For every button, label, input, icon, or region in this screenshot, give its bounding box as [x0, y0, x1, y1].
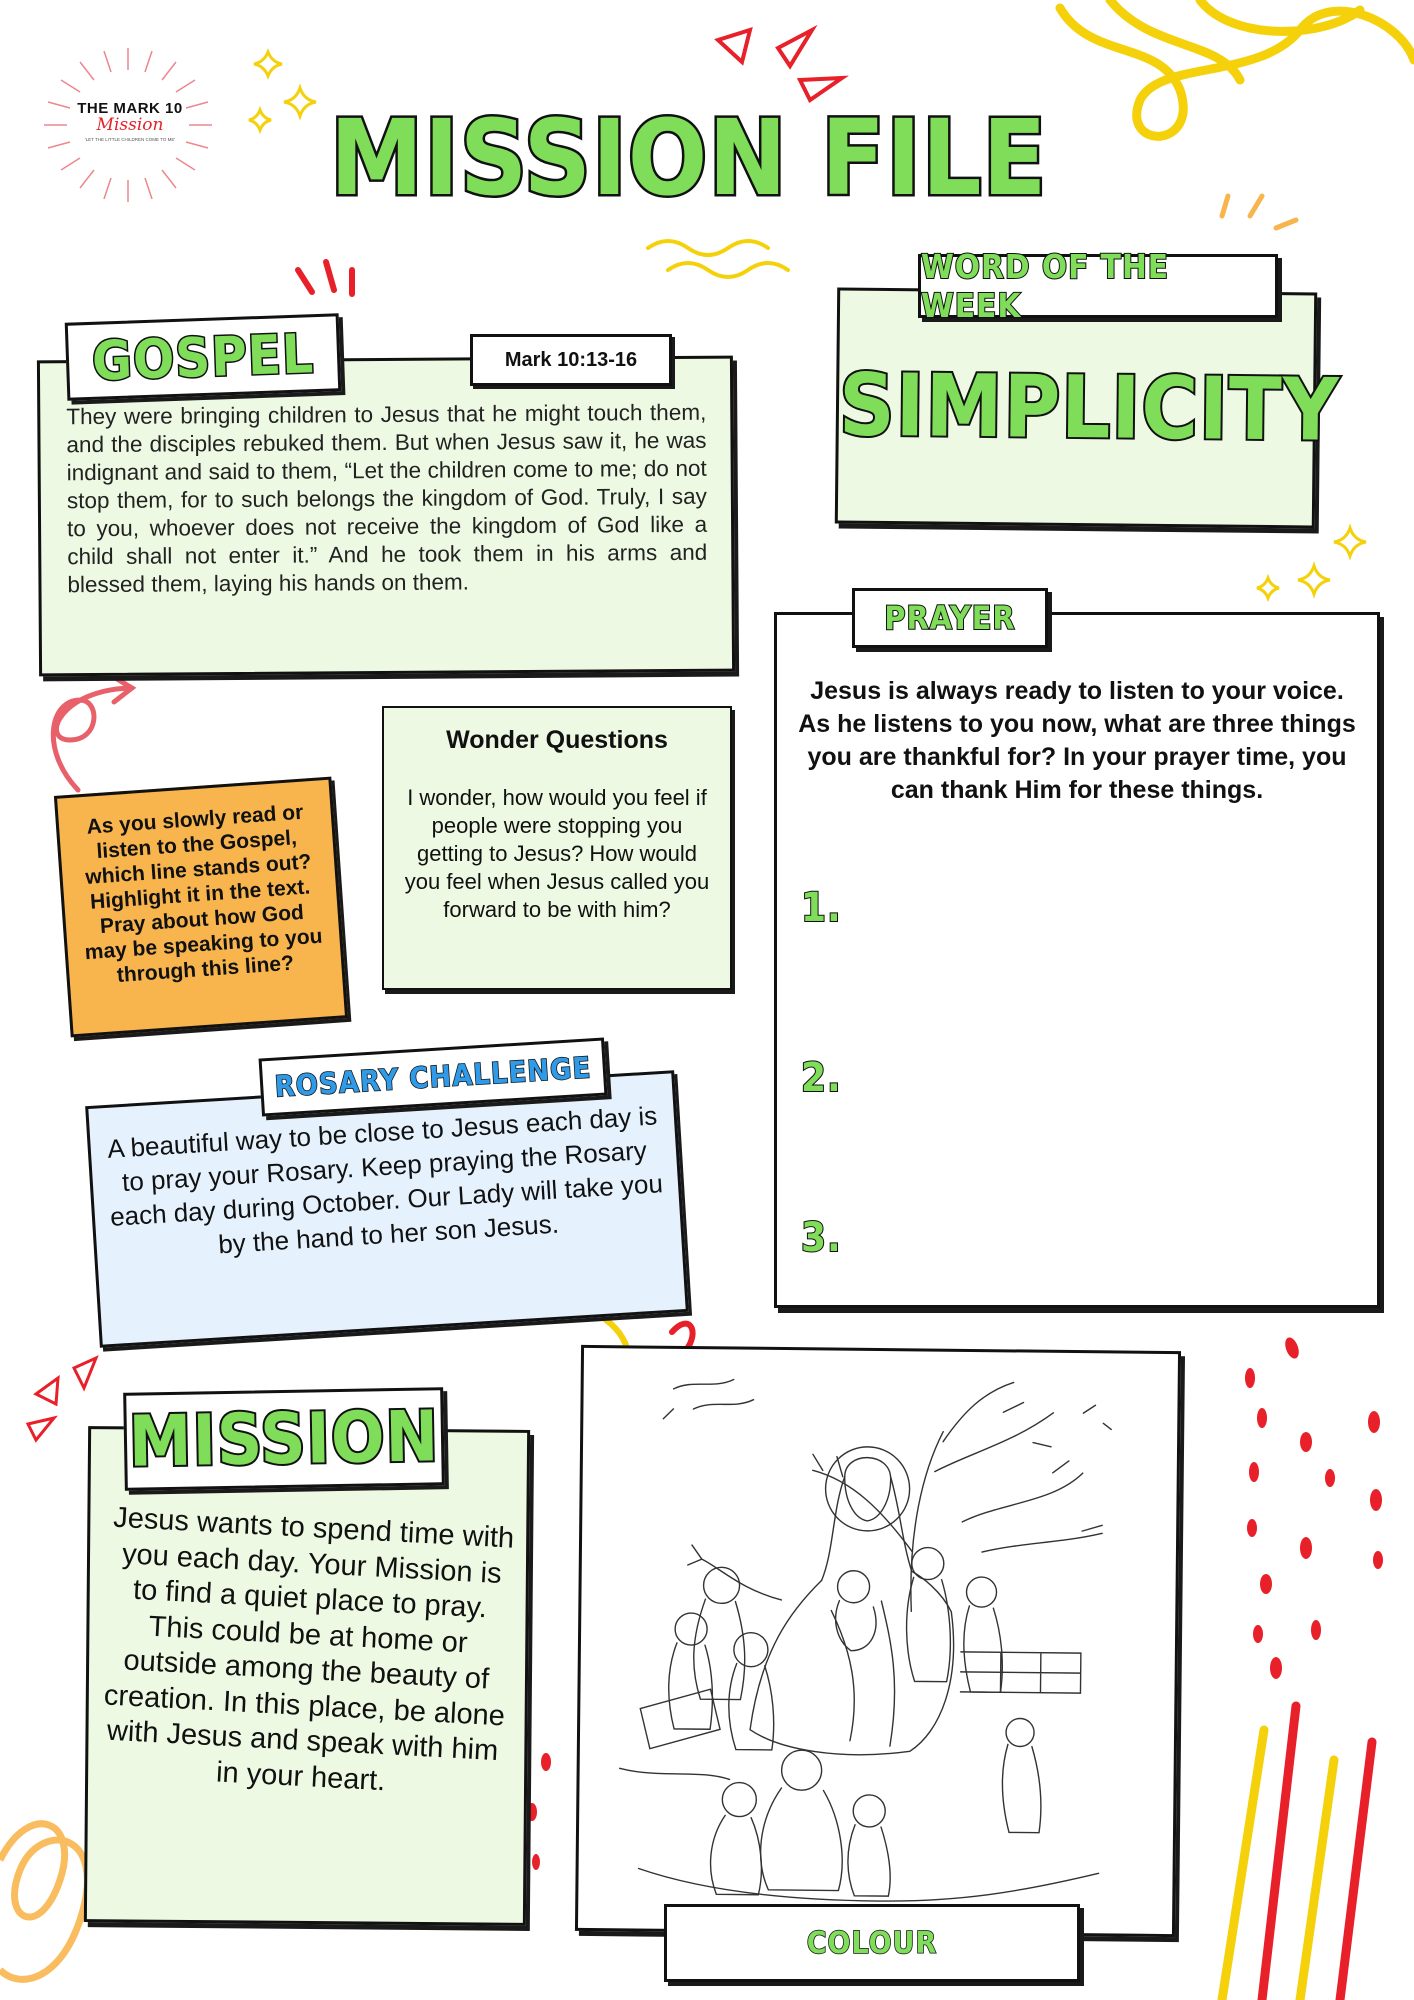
prayer-tab: [852, 588, 1048, 648]
gospel-reference: Mark 10:13-16: [504, 348, 638, 371]
logo: [60, 100, 200, 180]
word-of-week-tab: [918, 247, 1278, 325]
gospel-box: [37, 356, 735, 677]
rosary-text: A beautiful way to be close to Jesus each day is to pray your Rosary. Keep praying the Rosary each day during October. Our Lady will take you by the hand to her son Jesus.: [106, 1100, 664, 1260]
yellow-squiggle-icon: [1060, 0, 1414, 136]
orange-loop-icon: [0, 1824, 87, 1980]
prayer-text: Jesus is always ready to listen to your voice. As he listens to you now, what are three things you are thankful for? In your prayer time, you can thank Him for these things.: [798, 677, 1356, 804]
red-curly-arrow-icon: [53, 676, 132, 790]
logo-script: Mission: [96, 115, 164, 135]
word-of-week-heading: WORD OF THE WEEK: [921, 247, 1170, 325]
prayer-item-2: 2.: [801, 1055, 842, 1101]
yellow-wave-icon: [648, 241, 788, 277]
highlight-note: [54, 777, 348, 1038]
rosary-heading: ROSARY CHALLENGE: [273, 1050, 593, 1104]
red-dashes-icon: [298, 262, 352, 294]
prayer-box: [774, 612, 1380, 1308]
gospel-reference-tab: [470, 334, 672, 386]
highlight-note-text: As you slowly read or listen to the Gospel, which line stands out? Highlight it in the text. Pray about how God may be speaking to you through this line?: [84, 800, 324, 988]
logo-tagline: 'LET THE LITTLE CHILDREN COME TO ME': [84, 137, 176, 142]
orange-dashes-icon: [1222, 196, 1296, 228]
sparkle-icon: [1257, 528, 1366, 598]
mission-tab: [123, 1387, 445, 1491]
sparkle-icon: [249, 52, 316, 130]
jesus-with-children-illustration: [578, 1348, 1178, 1934]
wonder-box: [382, 706, 732, 990]
logo-title: THE MARK 10: [77, 100, 183, 117]
prayer-item-1: 1.: [801, 885, 842, 931]
mission-box: [84, 1426, 530, 1926]
gospel-text: They were bringing children to Jesus that he might touch them, and the disciples rebuked them. But when Jesus saw it, he was indignant and said to them, “Let the children come to me; do not stop them, for to such belongs the kingdom of God. Truly, I say to you, whoever does not receive the kingdom of God like a child shall not enter it.” And he took them in his arms and blessed them, laying his hands on them.: [66, 399, 708, 598]
red-burst-icon: [28, 1358, 96, 1440]
prayer-heading: PRAYER: [884, 599, 1016, 637]
prayer-item-3: 3.: [801, 1215, 842, 1261]
stripes-icon: [1222, 1706, 1372, 2000]
colouring-tab: [664, 1904, 1080, 1982]
gospel-heading-tab: [65, 313, 342, 401]
wonder-text: I wonder, how would you feel if people were stopping you getting to Jesus? How would you feel when Jesus called you forward to be with him?: [404, 785, 710, 922]
colouring-box: [575, 1345, 1181, 1937]
rosary-box: [85, 1070, 689, 1348]
mission-text: Jesus wants to spend time with you each day. Your Mission is to find a quiet place to pray. This could be at home or outside among the beauty of creation. In this place, be alone with Jesus and speak with him in your heart.: [103, 1501, 515, 1797]
wonder-heading: Wonder Questions: [446, 726, 668, 754]
word-of-week-word: SIMPLICITY: [838, 355, 1341, 461]
colouring-label: COLOUR: [806, 1925, 938, 1961]
mission-heading: MISSION: [128, 1395, 440, 1483]
page-title: MISSION FILE: [330, 97, 1048, 219]
gospel-heading: GOSPEL: [91, 321, 315, 393]
